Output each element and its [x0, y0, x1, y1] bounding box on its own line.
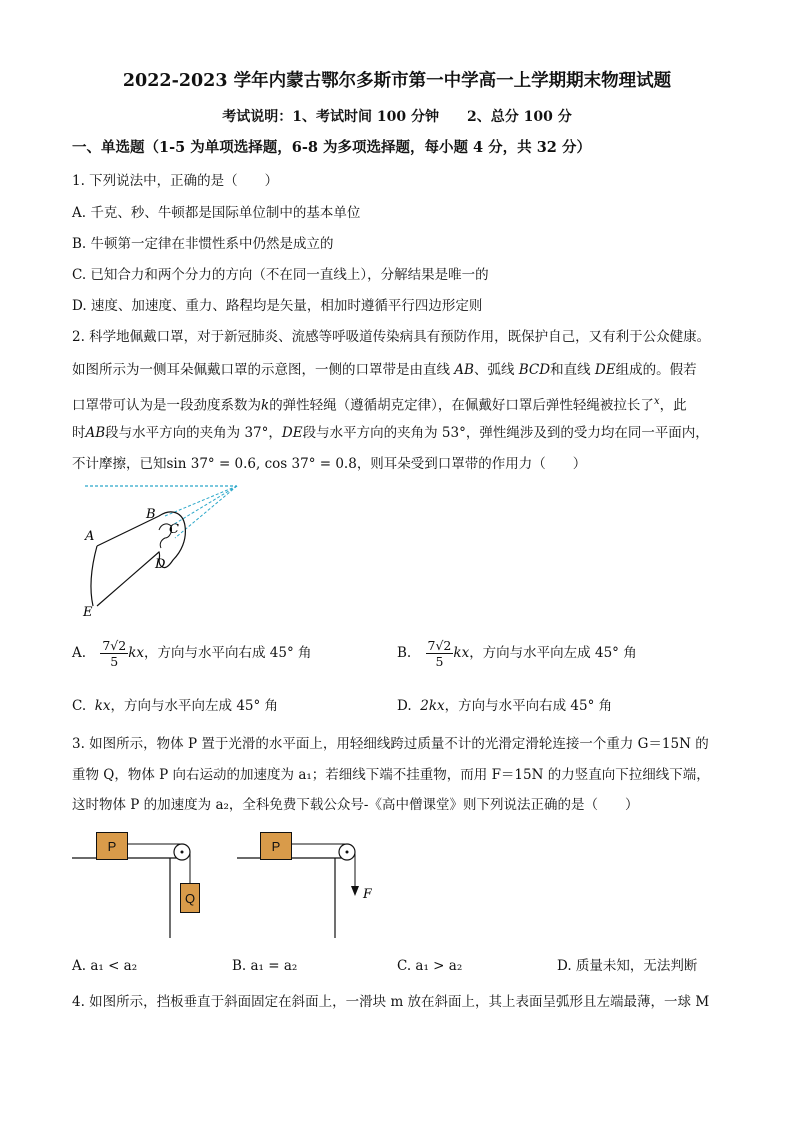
q3-option-b: B. a₁ = a₂: [232, 958, 298, 974]
label-a: A: [85, 529, 95, 544]
ear-mask-figure: [75, 478, 255, 618]
label-e: E: [83, 605, 93, 618]
q2-option-c: C. kx，方向与水平向左成 45° 角: [72, 698, 279, 714]
q3-line2: 重物 Q，物体 P 向右运动的加速度为 a₁；若细线下端不挂重物，而用 F＝15N 的力竖直向下拉细线下端，: [72, 767, 710, 783]
q2-line5: 不计摩擦，已知sin 37° = 0.6, cos 37° = 0.8，则耳朵受到口罩带的作用力（ ）: [72, 456, 587, 472]
q3-option-a: A. a₁ < a₂: [72, 958, 138, 974]
q1-option-c: C. 已知合力和两个分力的方向（不在同一直线上），分解结果是唯一的: [72, 267, 489, 283]
q4-line1: 4. 如图所示，挡板垂直于斜面固定在斜面上，一滑块 m 放在斜面上，其上表面呈弧形且左端最薄，一球 M: [72, 994, 710, 1010]
force-label: F: [363, 887, 372, 902]
q2-option-a: A. $\frac{7√2}{5}$ kx，方向与水平向右成 45° 角: [72, 638, 312, 669]
label-c: C: [169, 522, 179, 537]
q1-option-a: A. 千克、秒、牛顿都是国际单位制中的基本单位: [72, 205, 361, 221]
middle-dashed-line: [171, 486, 237, 526]
ab-extension-dashed: [165, 486, 237, 516]
q2-option-b: B. $\frac{7√2}{5}$ kx，方向与水平向左成 45° 角: [397, 638, 637, 669]
exam-instructions: 考试说明：1、考试时间 100 分钟 2、总分 100 分: [222, 109, 572, 125]
label-d: D: [155, 557, 166, 572]
q3-option-c: C. a₁ > a₂: [397, 958, 463, 974]
mask-edge: [91, 546, 97, 606]
q3-line3: 这时物体 P 的加速度为 a₂，全科免费下载公众号-《高中僧课堂》则下列说法正确的是（ ）: [72, 797, 639, 813]
q1-option-d: D. 速度、加速度、重力、路程均是矢量，相加时遵循平行四边形定则: [72, 298, 483, 314]
q1-stem: 1. 下列说法中，正确的是（ ）: [72, 173, 279, 189]
q2-line4: 时AB段与水平方向的夹角为 37°，DE段与水平方向的夹角为 53°，弹性绳涉及到的受力均在同一平面内，: [72, 425, 709, 441]
block-p-left: P: [96, 832, 128, 860]
de-extension-dashed: [175, 486, 237, 538]
q3-option-d: D. 质量未知，无法判断: [557, 958, 698, 974]
page-title: 2022-2023 学年内蒙古鄂尔多斯市第一中学高一上学期期末物理试题: [122, 71, 672, 91]
block-p-right: P: [260, 832, 292, 860]
q2-line1: 2. 科学地佩戴口罩，对于新冠肺炎、流感等呼吸道传染病具有预防作用，既保护自己，又有利于公众健康。: [72, 329, 711, 345]
q2-line2: 如图所示为一侧耳朵佩戴口罩的示意图，一侧的口罩带是由直线 AB、弧线 BCD和直线 DE组成的。假若: [72, 362, 697, 378]
q2-line3: 口罩带可认为是一段劲度系数为k的弹性轻绳（遵循胡克定律），在佩戴好口罩后弹性轻绳被拉长了$^x$，此: [72, 396, 687, 414]
q2-option-d: D. 2kx，方向与水平向右成 45° 角: [397, 698, 613, 714]
label-b: B: [146, 507, 156, 522]
block-q: Q: [180, 883, 200, 913]
q3-line1: 3. 如图所示，物体 P 置于光滑的水平面上，用轻细线跨过质量不计的光滑定滑轮连接一个重力 G＝15N 的: [72, 736, 709, 752]
arrow-down-icon: [351, 886, 359, 896]
section-heading: 一、单选题（1-5 为单项选择题，6-8 为多项选择题，每小题 4 分，共 32 分）: [72, 139, 591, 156]
q1-option-b: B. 牛顿第一定律在非惯性系中仍然是成立的: [72, 236, 334, 252]
